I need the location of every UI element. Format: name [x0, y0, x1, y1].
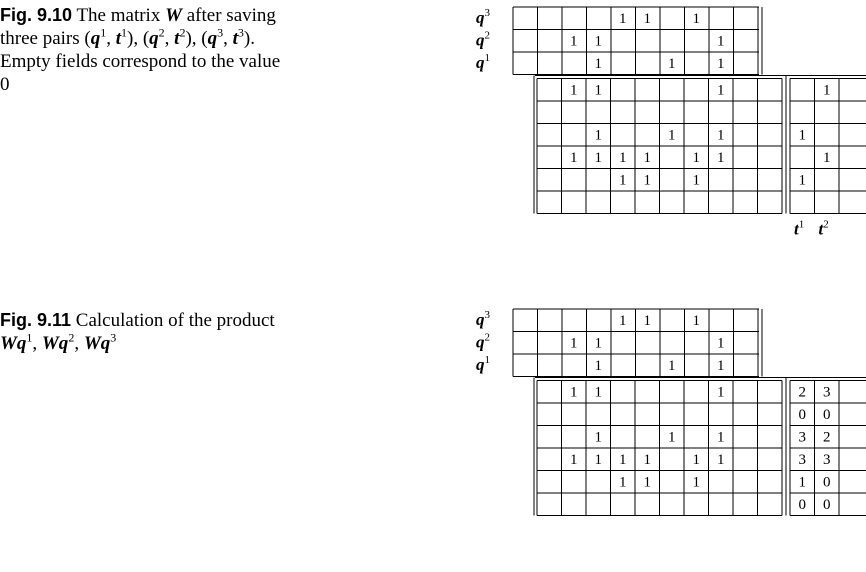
result-cell: 1 [823, 82, 831, 99]
q-cell: 1 [717, 33, 725, 50]
matrix-cell: 1 [594, 82, 602, 99]
result-cell: 3 [798, 429, 806, 446]
result-cell: 1 [823, 150, 831, 166]
t-label: $t^2$ [818, 218, 829, 239]
q-cell: 1 [668, 56, 676, 72]
q-cell: 1 [717, 335, 725, 352]
q-cell: 1 [619, 11, 627, 27]
result-cell: 1 [798, 172, 806, 189]
q-label: $q^1$ [476, 354, 490, 374]
q-cell: 1 [594, 335, 602, 352]
matrix-cell: 1 [692, 452, 700, 468]
matrix-cell: 1 [717, 82, 725, 99]
q-cell: 1 [594, 358, 602, 374]
q-cell: 1 [717, 56, 725, 72]
matrix-cell: 1 [570, 150, 578, 166]
matrix-cell: 1 [619, 150, 627, 166]
q-cell: 1 [668, 358, 676, 374]
matrix-cell: 1 [619, 172, 627, 189]
q-label: $q^3$ [476, 7, 490, 27]
matrix-cell: 1 [619, 452, 627, 468]
caption-text: The matrix W after saving three pairs ($q^1$, $t^1$), ($q^2$, $t^2$), ($q^3$, $t^3$). Empty fields correspond to the value 0 [0, 5, 281, 95]
matrix-cell: 1 [692, 172, 700, 189]
matrix-cell: 1 [717, 429, 725, 446]
matrix-cell: 1 [570, 384, 578, 401]
result-cell: 1 [798, 474, 806, 491]
figure-label: Fig. 9.10 [0, 5, 73, 25]
matrix-cell: 1 [594, 127, 602, 144]
matrix-cell: 1 [594, 384, 602, 401]
result-cell: 0 [798, 497, 806, 513]
q-label: $q^2$ [476, 29, 490, 50]
matrix-cell: 1 [643, 452, 651, 468]
q-cell: 1 [619, 313, 627, 329]
q-cell: 1 [570, 335, 578, 352]
result-cell: 2 [823, 429, 831, 446]
result-cell: 0 [823, 474, 831, 491]
matrix-cell: 1 [594, 150, 602, 166]
caption-text: Calculation of the product Wq$^1$, Wq$^2$, Wq$^3$ [0, 310, 275, 354]
result-cell: 3 [823, 384, 831, 401]
result-cell: 0 [823, 407, 831, 423]
result-cell: 3 [823, 452, 831, 468]
result-cell: 3 [798, 452, 806, 468]
q-label: $q^3$ [476, 309, 490, 329]
result-cell: 0 [798, 407, 806, 423]
q-label: $q^1$ [476, 52, 490, 72]
matrix-cell: 1 [717, 127, 725, 144]
matrix-cell: 1 [643, 474, 651, 491]
matrix-cell: 1 [643, 150, 651, 166]
matrix-cell: 1 [692, 150, 700, 166]
matrix-cell: 1 [717, 384, 725, 401]
matrix-cell: 1 [692, 474, 700, 491]
t-label: $t^1$ [794, 218, 805, 239]
matrix-cell: 1 [668, 127, 676, 144]
q-cell: 1 [643, 11, 651, 27]
figure-label: Fig. 9.11 [0, 310, 72, 330]
q-cell: 1 [692, 313, 700, 329]
q-label: $q^2$ [476, 331, 490, 352]
matrix-cell: 1 [594, 429, 602, 446]
matrix-cell: 1 [619, 474, 627, 491]
q-cell: 1 [692, 11, 700, 27]
matrix-cell: 1 [668, 429, 676, 446]
matrix-cell: 1 [717, 452, 725, 468]
matrix-cell: 1 [594, 452, 602, 468]
q-cell: 1 [594, 56, 602, 72]
matrix-cell: 1 [717, 150, 725, 166]
q-cell: 1 [643, 313, 651, 329]
result-cell: 1 [798, 127, 806, 144]
q-cell: 1 [594, 33, 602, 50]
q-cell: 1 [570, 33, 578, 50]
q-cell: 1 [717, 358, 725, 374]
result-cell: 0 [823, 497, 831, 513]
matrix-cell: 1 [643, 172, 651, 189]
result-cell: 2 [798, 384, 806, 401]
matrix-cell: 1 [570, 452, 578, 468]
matrix-cell: 1 [570, 82, 578, 99]
